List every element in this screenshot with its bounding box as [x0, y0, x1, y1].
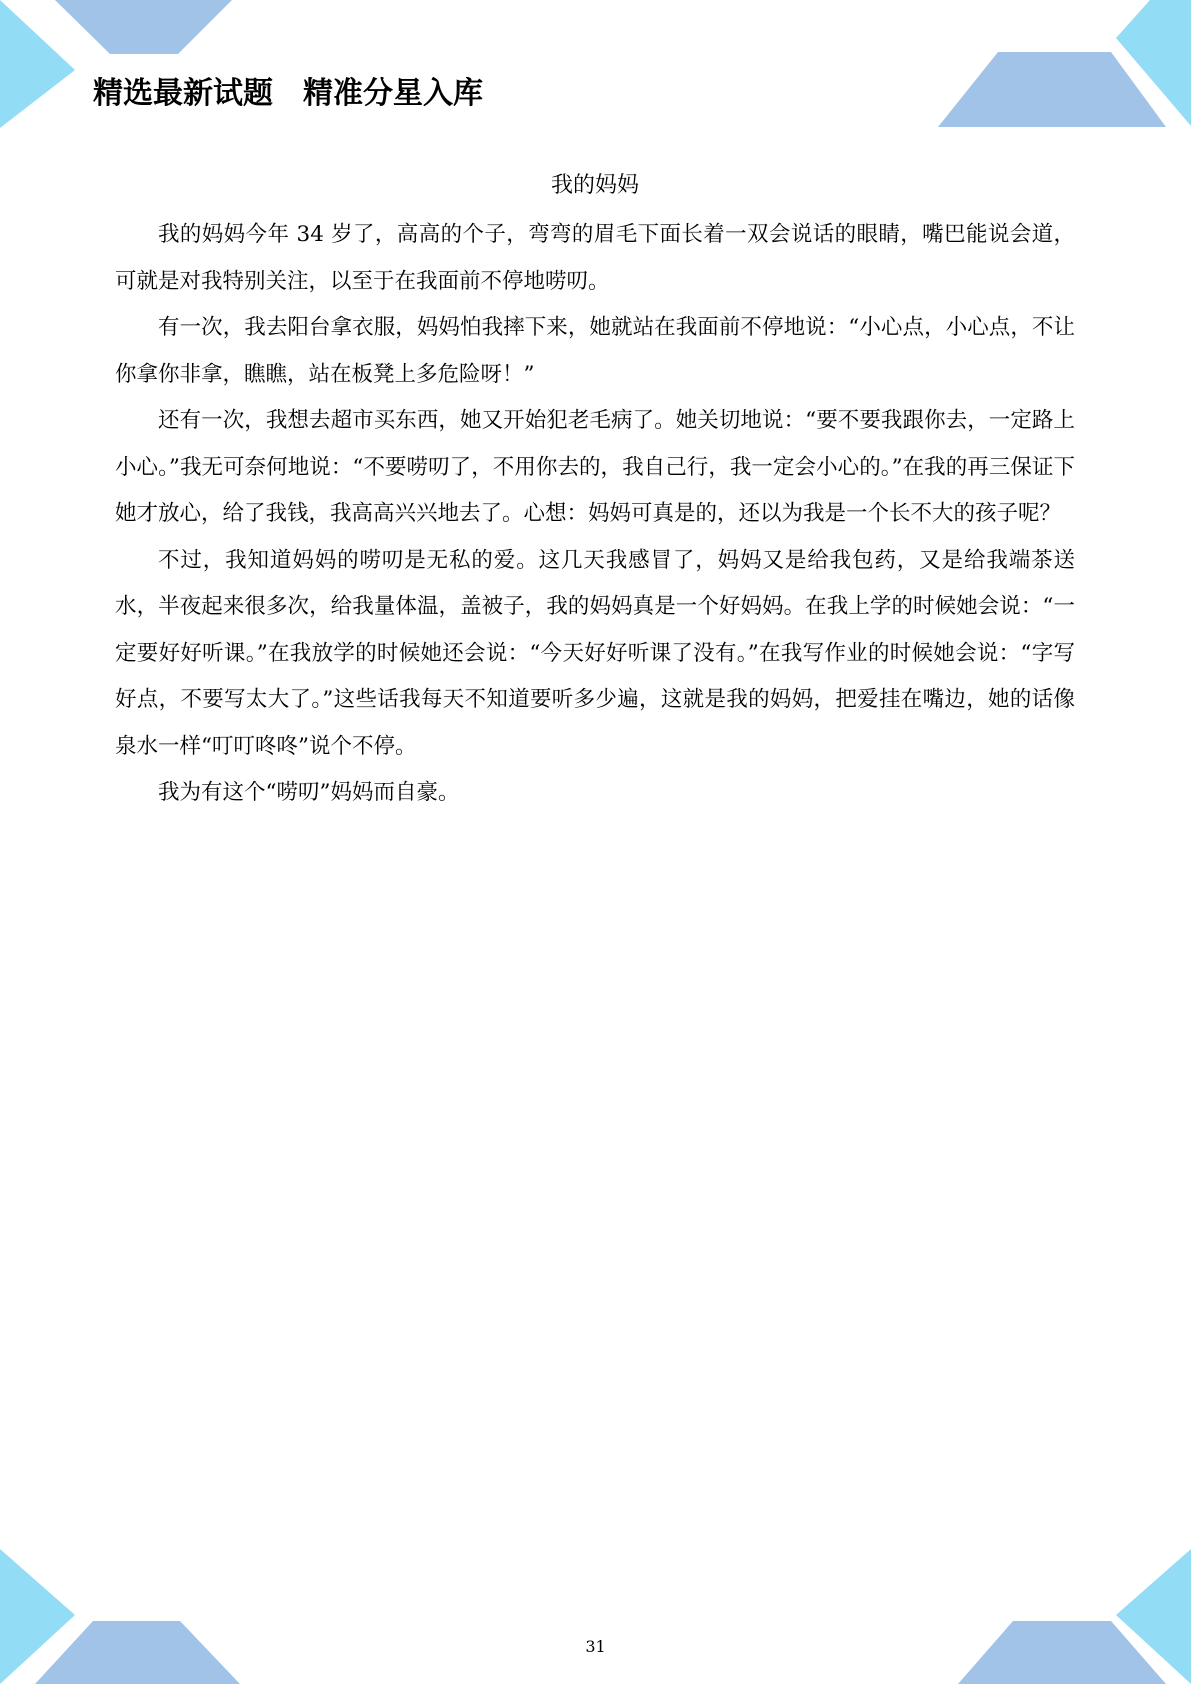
article-paragraph: 我为有这个“唠叨”妈妈而自豪。: [158, 780, 460, 805]
article-paragraph: 我的妈妈今年 34 岁了，高高的个子，弯弯的眉毛下面长着一双会说话的眼睛，嘴巴能说会道，可就是对我特别关注，以至于在我面前不停地唠叨。: [115, 222, 1075, 294]
header-title: 精选最新试题 精准分星入库: [93, 76, 483, 111]
top-left-trapezoid: [55, 0, 232, 54]
article: [115, 166, 1075, 817]
article-title: 我的妈妈: [550, 173, 639, 198]
article-paragraph: 还有一次，我想去超市买东西，她又开始犯老毛病了。她关切地说：“要不要我跟你去，一定路上小心。”我无可奈何地说：“不要唠叨了，不用你去的，我自己行，我一定会小心的。”在我的再三保证下她才放心，给了我钱，我高高兴兴地去了。心想：妈妈可真是的，还以为我是一个长不大的孩子呢？: [115, 408, 1075, 526]
top-left-triangle: [0, 0, 75, 128]
top-right-trapezoid: [938, 52, 1166, 127]
article-paragraph: 有一次，我去阳台拿衣服，妈妈怕我摔下来，她就站在我面前不停地说：“小心点，小心点，不让你拿你非拿，瞧瞧，站在板凳上多危险呀！”: [115, 315, 1075, 387]
article-paragraph: 不过，我知道妈妈的唠叨是无私的爱。这几天我感冒了，妈妈又是给我包药，又是给我端茶送水，半夜起来很多次，给我量体温，盖被子，我的妈妈真是一个好妈妈。在我上学的时候她会说：“一定要好好听课。”在我放学的时候她还会说：“今天好好听课了没有。”在我写作业的时候她会说：“字写好点，不要写太大了。”这些话我每天不知道要听多少遍，这就是我的妈妈，把爱挂在嘴边，她的话像泉水一样“叮叮咚咚”说个不停。: [115, 547, 1075, 759]
page-number: 31: [585, 1637, 606, 1656]
